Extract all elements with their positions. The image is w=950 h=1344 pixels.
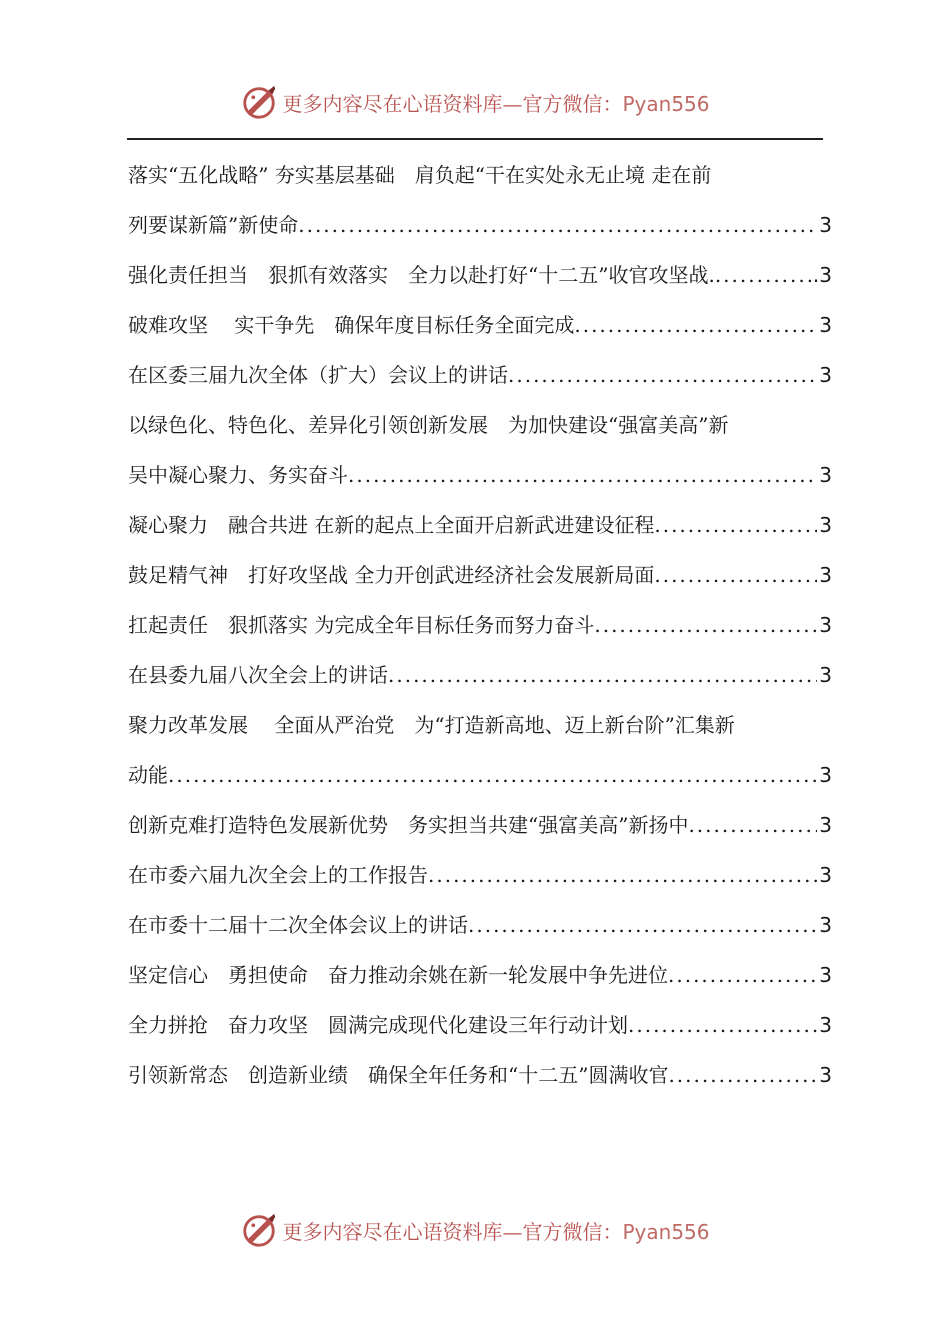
- toc-title: 全力拼抢 奋力攻坚 圆满完成现代化建设三年行动计划: [128, 1013, 628, 1037]
- toc-entry[interactable]: [128, 600, 832, 650]
- toc-dot-leader: [715, 250, 811, 300]
- toc-dot-leader: [668, 1050, 817, 1100]
- toc-title: 凝心聚力 融合共进 在新的起点上全面开启新武进建设征程: [128, 513, 655, 537]
- toc-page-number: 3: [819, 613, 832, 637]
- toc-entry[interactable]: [128, 150, 832, 250]
- toc-line-leader: [128, 650, 832, 700]
- toc-entry[interactable]: [128, 400, 832, 500]
- toc-line-leader: [128, 200, 832, 250]
- toc-entry[interactable]: [128, 950, 832, 1000]
- toc-title: 聚力改革发展 全面从严治党 为“打造新高地、迈上新台阶”汇集新: [128, 713, 735, 737]
- toc-page-number: 3: [819, 513, 832, 537]
- toc-title: 引领新常态 创造新业绩 确保全年任务和“十二五”圆满收官: [128, 1063, 669, 1087]
- toc-title: 鼓足精气神 打好攻坚战 全力开创武进经济社会发展新局面: [128, 563, 655, 587]
- toc-entry[interactable]: [128, 1050, 832, 1100]
- toc-title: 强化责任担当 狠抓有效落实 全力以赴打好“十二五”收官攻坚战.: [128, 263, 715, 287]
- toc-entry[interactable]: [128, 700, 832, 800]
- toc-entry[interactable]: [128, 900, 832, 950]
- toc-line-leader: [128, 950, 832, 1000]
- toc-entry[interactable]: [128, 350, 832, 400]
- toc-dot-leader: [298, 200, 817, 250]
- toc-page-number: .3: [812, 263, 832, 287]
- toc-page-number: 3: [819, 563, 832, 587]
- toc-dot-leader: [654, 500, 817, 550]
- toc-title: 在县委九届八次全会上的讲话: [128, 663, 388, 687]
- toc-line-leader: [128, 600, 832, 650]
- toc-page-number: 3: [819, 663, 832, 687]
- toc-page-number: 3: [819, 963, 832, 987]
- toc-line-leader: [128, 550, 832, 600]
- toc-line-leader: [128, 800, 832, 850]
- toc-page-number: 3: [819, 313, 832, 337]
- toc-title: 创新克难打造特色发展新优势 务实担当共建“强富美高”新扬中: [128, 813, 689, 837]
- toc-page-number: 3: [819, 863, 832, 887]
- toc-line-leader: [128, 450, 832, 500]
- table-of-contents: [128, 150, 832, 1100]
- toc-title: 列要谋新篇”新使命: [128, 213, 299, 237]
- toc-dot-leader: [688, 800, 817, 850]
- toc-page-number: 3: [819, 463, 832, 487]
- toc-dot-leader: [468, 900, 817, 950]
- toc-entry[interactable]: [128, 800, 832, 850]
- toc-title: 坚定信心 勇担使命 奋力推动余姚在新一轮发展中争先进位: [128, 963, 668, 987]
- toc-page-number: 3: [819, 213, 832, 237]
- toc-entry[interactable]: [128, 1000, 832, 1050]
- brand-text: 更多内容尽在心语资料库—官方微信：Pyan556: [282, 91, 710, 116]
- toc-line-leader: [128, 1050, 832, 1100]
- toc-line-leader: [128, 1000, 832, 1050]
- toc-page-number: 3: [819, 1063, 832, 1087]
- toc-page-number: 3: [819, 1013, 832, 1037]
- toc-dot-leader: [574, 300, 817, 350]
- toc-line: [128, 700, 832, 750]
- toc-dot-leader: [654, 550, 817, 600]
- toc-line-leader: [128, 850, 832, 900]
- toc-line-leader: [128, 300, 832, 350]
- toc-title: 吴中凝心聚力、务实奋斗: [128, 463, 348, 487]
- toc-page-number: 3: [819, 913, 832, 937]
- toc-page-number: 3: [819, 813, 832, 837]
- toc-title: 以绿色化、特色化、差异化引领创新发展 为加快建设“强富美高”新: [128, 413, 729, 437]
- toc-entry[interactable]: [128, 550, 832, 600]
- toc-title: 破难攻坚 实干争先 确保年度目标任务全面完成: [128, 313, 575, 337]
- toc-dot-leader: [668, 950, 817, 1000]
- toc-entry[interactable]: [128, 250, 832, 300]
- toc-line-leader: [128, 250, 832, 300]
- toc-title: 动能: [128, 763, 168, 787]
- toc-line-leader: [128, 350, 832, 400]
- toc-dot-leader: [168, 750, 817, 800]
- toc-entry[interactable]: [128, 300, 832, 350]
- toc-entry[interactable]: [128, 850, 832, 900]
- header-divider: [127, 138, 823, 140]
- toc-page-number: 3: [819, 363, 832, 387]
- toc-line-leader: [128, 900, 832, 950]
- toc-line: [128, 150, 832, 200]
- toc-page-number: 3: [819, 763, 832, 787]
- toc-line-leader: [128, 750, 832, 800]
- footer-brand: [0, 1210, 950, 1250]
- toc-dot-leader: [508, 350, 817, 400]
- toc-title: 落实“五化战略” 夯实基层基础 肩负起“干在实处永无止境 走在前: [128, 163, 712, 187]
- toc-title: 扛起责任 狠抓落实 为完成全年目标任务而努力奋斗: [128, 613, 595, 637]
- toc-dot-leader: [428, 850, 817, 900]
- toc-dot-leader: [628, 1000, 817, 1050]
- brand-logo-icon: [240, 83, 278, 121]
- toc-title: 在市委六届九次全会上的工作报告: [128, 863, 428, 887]
- toc-title: 在市委十二届十二次全体会议上的讲话: [128, 913, 468, 937]
- brand-text: 更多内容尽在心语资料库—官方微信：Pyan556: [282, 1219, 710, 1244]
- toc-title: 在区委三届九次全体（扩大）会议上的讲话: [128, 363, 508, 387]
- toc-dot-leader: [348, 450, 817, 500]
- toc-dot-leader: [594, 600, 817, 650]
- brand-logo-icon: [240, 1211, 278, 1249]
- toc-entry[interactable]: [128, 500, 832, 550]
- header-brand: [0, 82, 950, 122]
- toc-line: [128, 400, 832, 450]
- toc-dot-leader: [388, 650, 817, 700]
- toc-line-leader: [128, 500, 832, 550]
- toc-entry[interactable]: [128, 650, 832, 700]
